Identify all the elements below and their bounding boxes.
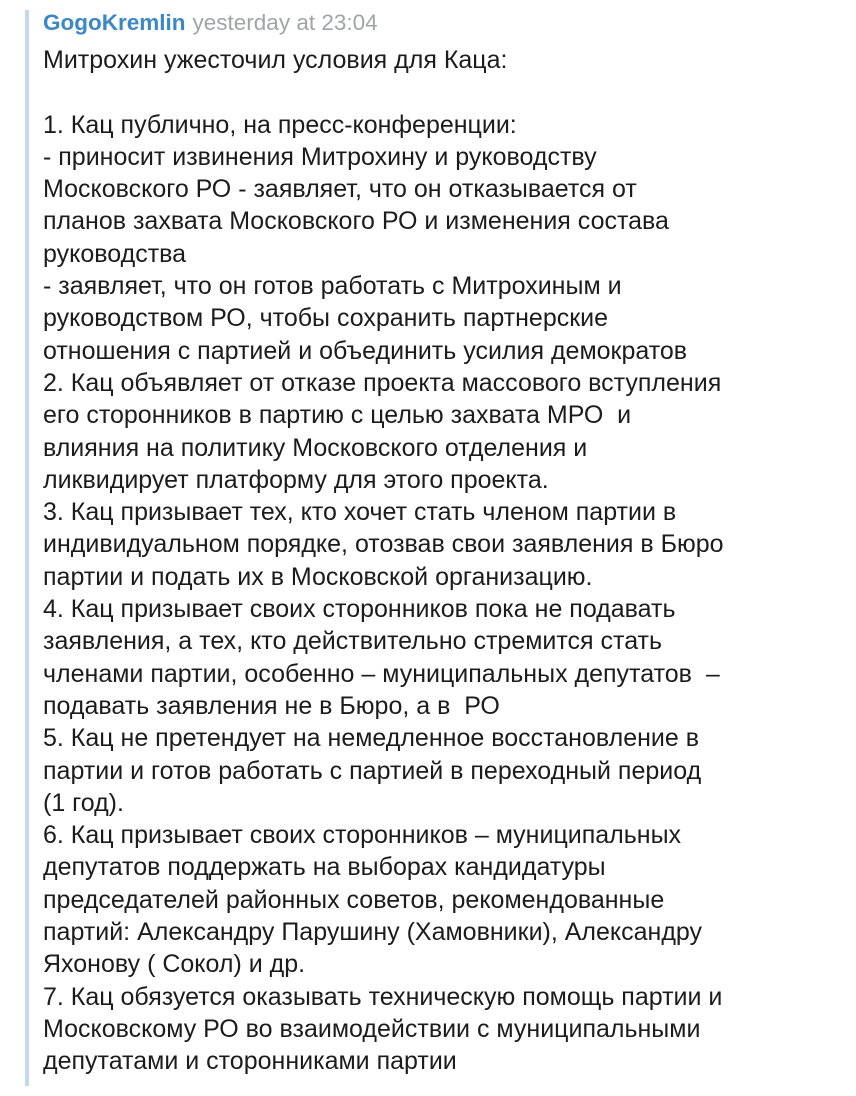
message-line: депутатами и сторонниками партии [43, 1047, 457, 1076]
message-line: ликвидирует платформу для этого проекта. [43, 465, 549, 494]
message-line: 4. Кац призывает своих сторонников пока не подавать [43, 595, 676, 624]
message-line: Московского РО - заявляет, что он отказывается от [43, 175, 637, 204]
message-line: 7. Кац обязуется оказывать техническую помощь партии и [43, 982, 723, 1011]
message-line: 1. Кац публично, на пресс-конференции: [43, 110, 517, 139]
message-line: депутатов поддержать на выборах кандидатуры [43, 853, 606, 882]
message-line: 5. Кац не претендует на немедленное восстановление в [43, 724, 699, 753]
message-line: 3. Кац призывает тех, кто хочет стать членом партии в [43, 498, 677, 527]
message-line: подавать заявления не в Бюро, а в РО [43, 691, 500, 720]
message-line: руководством РО, чтобы сохранить партнерские [43, 304, 609, 333]
message-line: членами партии, особенно – муниципальных депутатов – [43, 659, 720, 688]
message-line: 6. Кац призывает своих сторонников – муниципальных [43, 821, 682, 850]
message-line: 2. Кац объявляет от отказе проекта массового вступления [43, 368, 722, 397]
message-line: Яхонову ( Сокол) и др. [43, 950, 306, 979]
message-line: индивидуальном порядке, отозвав свои заявления в Бюро [43, 530, 724, 559]
channel-message [25, 10, 840, 1086]
message-line: - заявляет, что он готов работать с Митрохиным и [43, 272, 622, 301]
message-text [43, 44, 840, 1078]
message-line: заявления, а тех, кто действительно стремится стать [43, 627, 663, 656]
message-line: влияния на политику Московского отделения и [43, 433, 588, 462]
message-line: планов захвата Московского РО и изменения состава [43, 207, 669, 236]
message-line: его сторонников в партию с целью захвата МРО и [43, 401, 632, 430]
message-line: (1 год). [43, 788, 124, 817]
message-line: партии и готов работать с партией в переходный период [43, 756, 702, 785]
message-line: председателей районных советов, рекомендованные [43, 885, 665, 914]
message-line: отношения с партией и объединить усилия демократов [43, 336, 688, 365]
message-line: партии и подать их в Московской организацию. [43, 562, 593, 591]
message-line [43, 76, 840, 108]
message-line: руководства [43, 239, 187, 268]
message-line: Московскому РО во взаимодействии с муниципальными [43, 1014, 701, 1043]
message-line: - приносит извинения Митрохину и руководству [43, 142, 597, 171]
sender-name[interactable]: GogoKremlin [43, 10, 186, 35]
message-line: партий: Александру Парушину (Хамовники), Александру [43, 918, 703, 947]
message-header [43, 10, 840, 44]
message-line: Митрохин ужесточил условия для Каца: [43, 46, 508, 74]
message-timestamp: yesterday at 23:04 [192, 10, 378, 35]
